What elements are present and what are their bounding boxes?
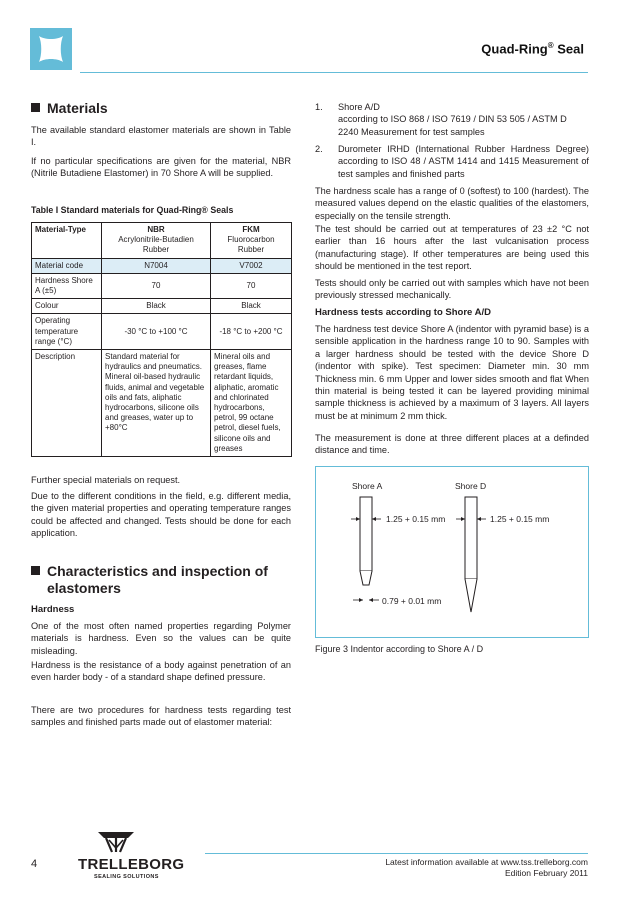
footer-website: Latest information available at www.tss.trelleborg.com xyxy=(385,857,588,867)
table-cell: Black xyxy=(211,299,292,314)
quad-ring-icon xyxy=(30,28,72,70)
square-bullet-icon xyxy=(31,566,40,575)
table-cell: Mineral oils and greases, flame retardant liquids, aliphatic, aromatic and chlorinated hydrocarbons, petrol, 99 octane petrol, diesel fuels, silicone oils and greases xyxy=(211,350,292,457)
table-cell: Hardness Shore A (±5) xyxy=(32,273,102,298)
table-cell: Colour xyxy=(32,299,102,314)
table-row xyxy=(32,314,292,350)
trelleborg-logo-icon xyxy=(96,830,136,859)
square-bullet-icon xyxy=(31,103,40,112)
page-number: 4 xyxy=(31,858,38,870)
shore-d-dimension: 1.25 + 0.15 mm xyxy=(490,514,550,524)
characteristics-heading: Characteristics and inspection of elastomers xyxy=(31,563,301,597)
list-item: 2. Durometer IRHD (International Rubber Hardness Degree) according to ISO 48 / ASTM 1414 and 1415 Measurement of test samples and finished parts xyxy=(315,144,589,179)
hardness-p1: One of the most often named properties regarding Polymer materials is hardness. Even so the values can be quite misleading. xyxy=(31,621,291,656)
brand-tagline: SEALING SOLUTIONS xyxy=(94,874,159,880)
footer-divider xyxy=(205,853,588,854)
shore-d-label: Shore D xyxy=(455,481,487,491)
hardness-p2: Hardness is the resistance of a body against penetration of an even harder body - of a standard shape defined pressure. xyxy=(31,660,291,683)
table-row xyxy=(32,299,292,314)
shore-a-label: Shore A xyxy=(352,481,383,491)
materials-conditions: Due to the different conditions in the field, e.g. different media, the given material properties and operating temperature ranges could be affected and changed. Tests should be done for each application. xyxy=(31,491,291,539)
table-cell: Standard material for hydraulics and pneumatics. Mineral oil-based hydraulic fluids, animal and vegetable oils and fats, aliphatic hydrocarbons, silicone oils and greases, water up to +80°C xyxy=(102,350,211,457)
table-cell: 70 xyxy=(211,273,292,298)
table-header-cell: NBR Acrylonitrile-Butadien Rubber xyxy=(102,223,211,259)
table-cell: Operating temperature range (°C) xyxy=(32,314,102,350)
table-header-row xyxy=(32,223,292,259)
list-item: 1. Shore A/D according to ISO 868 / ISO 7619 / DIN 53 505 / ASTM D 2240 Measurement for test samples xyxy=(315,102,567,137)
header-divider xyxy=(80,72,588,73)
hardness-subheading: Hardness xyxy=(31,604,75,615)
table-cell: 70 xyxy=(102,273,211,298)
footer-edition: Edition February 2011 xyxy=(504,868,588,878)
table-row xyxy=(32,350,292,457)
table-cell: Material code xyxy=(32,258,102,273)
hardness-scale-text: The hardness scale has a range of 0 (softest) to 100 (hardest). The measured values depend on the elastic qualities of the elastomers, especially on the tensile strength. xyxy=(315,186,589,221)
table-row xyxy=(32,258,292,273)
materials-table xyxy=(31,222,292,457)
test-samples-text: Tests should only be carried out with samples which have not been previously stressed mechanically. xyxy=(315,278,589,301)
hardness-p3: There are two procedures for hardness tests regarding test samples and finished parts made out of elastomer material: xyxy=(31,705,291,728)
brand-name: TRELLEBORG xyxy=(78,856,185,873)
figure-shore-indentor xyxy=(315,466,589,638)
header-title: Quad-Ring® Seal xyxy=(481,41,584,57)
standards-list xyxy=(315,101,589,185)
shore-tests-subheading: Hardness tests according to Shore A/D xyxy=(315,307,491,318)
table-header-cell: Material-Type xyxy=(32,223,102,259)
table-header-cell: FKM Fluorocarbon Rubber xyxy=(211,223,292,259)
materials-heading: Materials xyxy=(31,100,108,117)
table-cell: -18 °C to +200 °C xyxy=(211,314,292,350)
shore-a-dimension: 1.25 + 0.15 mm xyxy=(386,514,446,524)
measurement-text: The measurement is done at three different places at a definded distance and time. xyxy=(315,433,589,456)
materials-default: If no particular specifications are given for the material, NBR (Nitrile Butadiene Elastomer) in 70 Shore A will be supplied. xyxy=(31,156,291,179)
test-temperature-text: The test should be carried out at temperatures of 23 ±2 °C not earlier than 16 hours after the last vulcanisation process (manufacturing stage). If other temperatures are being used this should be mentioned in the test report. xyxy=(315,224,589,272)
table-cell: N7004 xyxy=(102,258,211,273)
table-cell: Black xyxy=(102,299,211,314)
table-row xyxy=(32,273,292,298)
footer-info xyxy=(385,857,588,879)
trelleborg-quad-logo xyxy=(30,28,72,70)
table-cell: -30 °C to +100 °C xyxy=(102,314,211,350)
materials-intro: The available standard elastomer materials are shown in Table I. xyxy=(31,125,291,148)
shore-tests-text: The hardness test device Shore A (indentor with pyramid base) is a sensible application in the hardness range 10 to 90. Samples with a larger hardness should be tested with the device Shore D (indentor with spike). Test specimen: Diameter min. 30 mm Thickness min. 6 mm Upper and lower sides smooth and flat When thin material is being tested it can be layered providing minimal sample thickness is achieved by a maximum of 3 layers. All layers must be at minimum 2 mm thick. xyxy=(315,324,589,421)
table-cell: Description xyxy=(32,350,102,457)
table-caption: Table I Standard materials for Quad-Ring® Seals xyxy=(31,205,234,215)
indentor-diagram xyxy=(316,467,588,637)
materials-note: Further special materials on request. xyxy=(31,475,181,485)
table-cell: V7002 xyxy=(211,258,292,273)
figure-caption: Figure 3 Indentor according to Shore A / D xyxy=(315,644,484,654)
tip-dimension: 0.79 + 0.01 mm xyxy=(382,596,442,606)
